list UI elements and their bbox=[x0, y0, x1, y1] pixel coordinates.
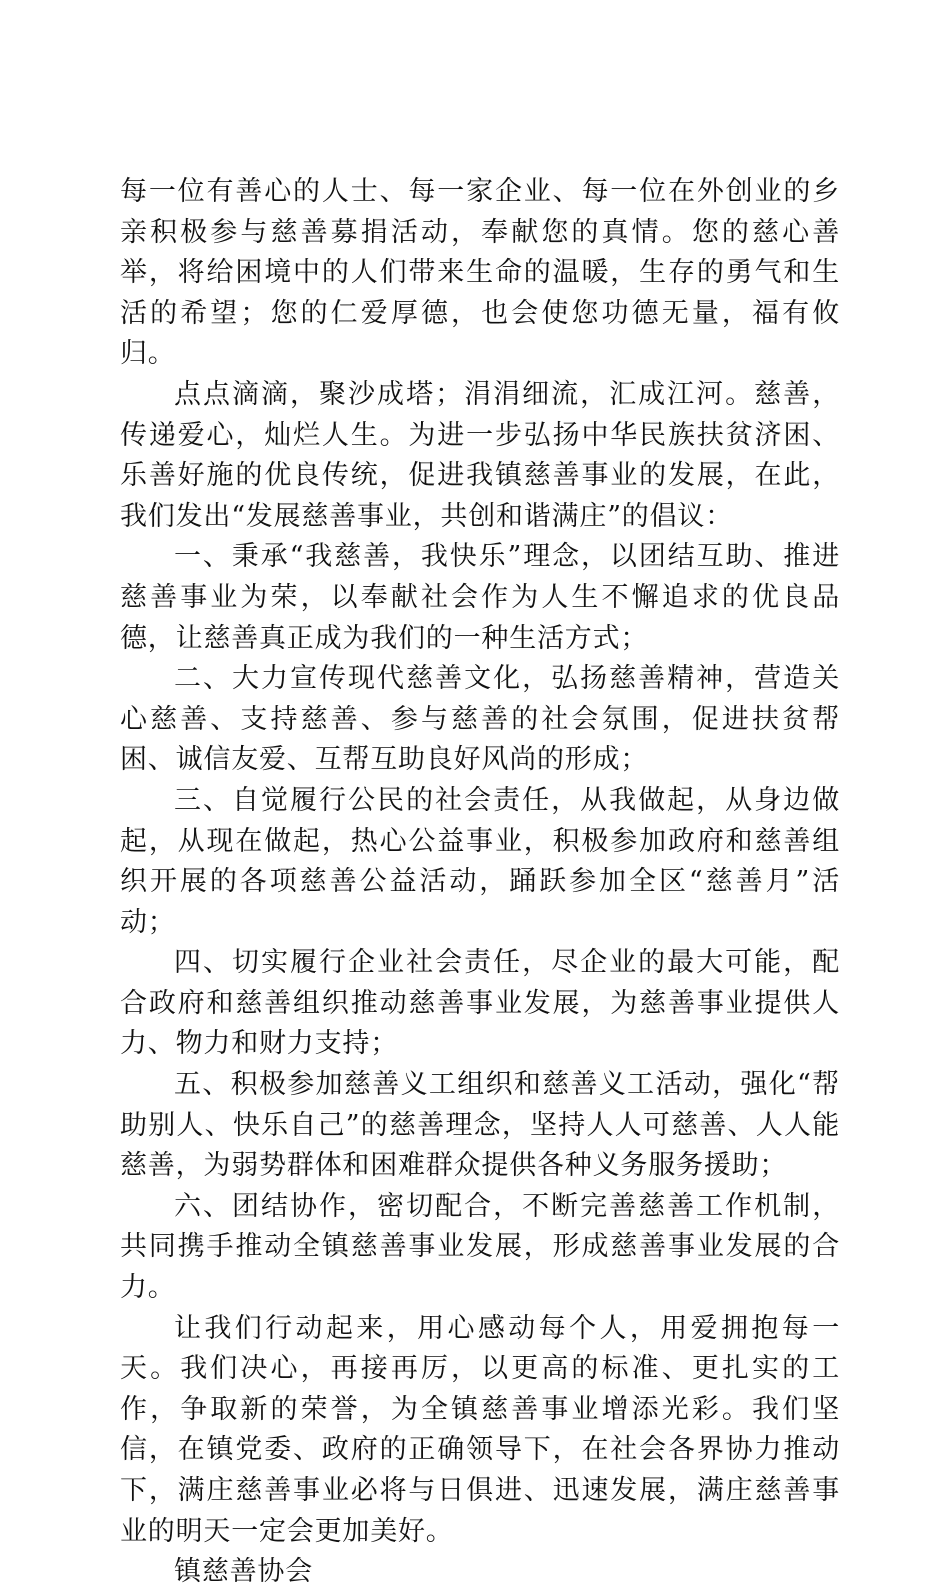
signature-organization: 镇慈善协会 bbox=[174, 1556, 313, 1588]
paragraph-closing-call: 让我们行动起来，用心感动每个人，用爱拥抱每一天。我们决心，再接再厉，以更高的标准、更扎实的工作，争取新的荣誉，为全镇慈善事业增添光彩。我们坚信，在镇党委、政府的正确领导下，在社会各界协力推动下，满庄慈善事业必将与日俱进、迅速发展，满庄慈善事业的明天一定会更加美好。 bbox=[120, 1312, 840, 1547]
paragraph-proposal-intro: 点点滴滴，聚沙成塔；涓涓细流，汇成江河。慈善，传递爱心，灿烂人生。为进一步弘扬中华民族扶贫济困、乐善好施的优良传统，促进我镇慈善事业的发展，在此，我们发出“发展慈善事业，共创和谐满庄”的倡议： bbox=[120, 378, 840, 532]
document-body bbox=[120, 172, 840, 1593]
paragraph-item-three: 三、自觉履行公民的社会责任，从我做起，从身边做起，从现在做起，热心公益事业，积极参加政府和慈善组织开展的各项慈善公益活动，踊跃参加全区“慈善月”活动； bbox=[120, 784, 840, 938]
paragraph-item-one: 一、秉承“我慈善，我快乐”理念，以团结互助、推进慈善事业为荣，以奉献社会作为人生不懈追求的优良品德，让慈善真正成为我们的一种生活方式； bbox=[120, 541, 840, 654]
paragraph-continued-appeal: 每一位有善心的人士、每一家企业、每一位在外创业的乡亲积极参与慈善募捐活动，奉献您的真情。您的慈心善举，将给困境中的人们带来生命的温暖，生存的勇气和生活的希望；您的仁爱厚德，也会使您功德无量，福有攸归。 bbox=[120, 176, 840, 370]
paragraph-item-six: 六、团结协作，密切配合，不断完善慈善工作机制，共同携手推动全镇慈善事业发展，形成慈善事业发展的合力。 bbox=[120, 1190, 840, 1304]
paragraph-item-five: 五、积极参加慈善义工组织和慈善义工活动，强化“帮助别人、快乐自己”的慈善理念，坚持人人可慈善、人人能慈善，为弱势群体和困难群众提供各种义务服务援助； bbox=[120, 1069, 840, 1182]
paragraph-item-four: 四、切实履行企业社会责任，尽企业的最大可能，配合政府和慈善组织推动慈善事业发展，为慈善事业提供人力、物力和财力支持； bbox=[120, 947, 840, 1060]
paragraph-item-two: 二、大力宣传现代慈善文化，弘扬慈善精神，营造关心慈善、支持慈善、参与慈善的社会氛围，促进扶贫帮困、诚信友爱、互帮互助良好风尚的形成； bbox=[120, 663, 840, 776]
